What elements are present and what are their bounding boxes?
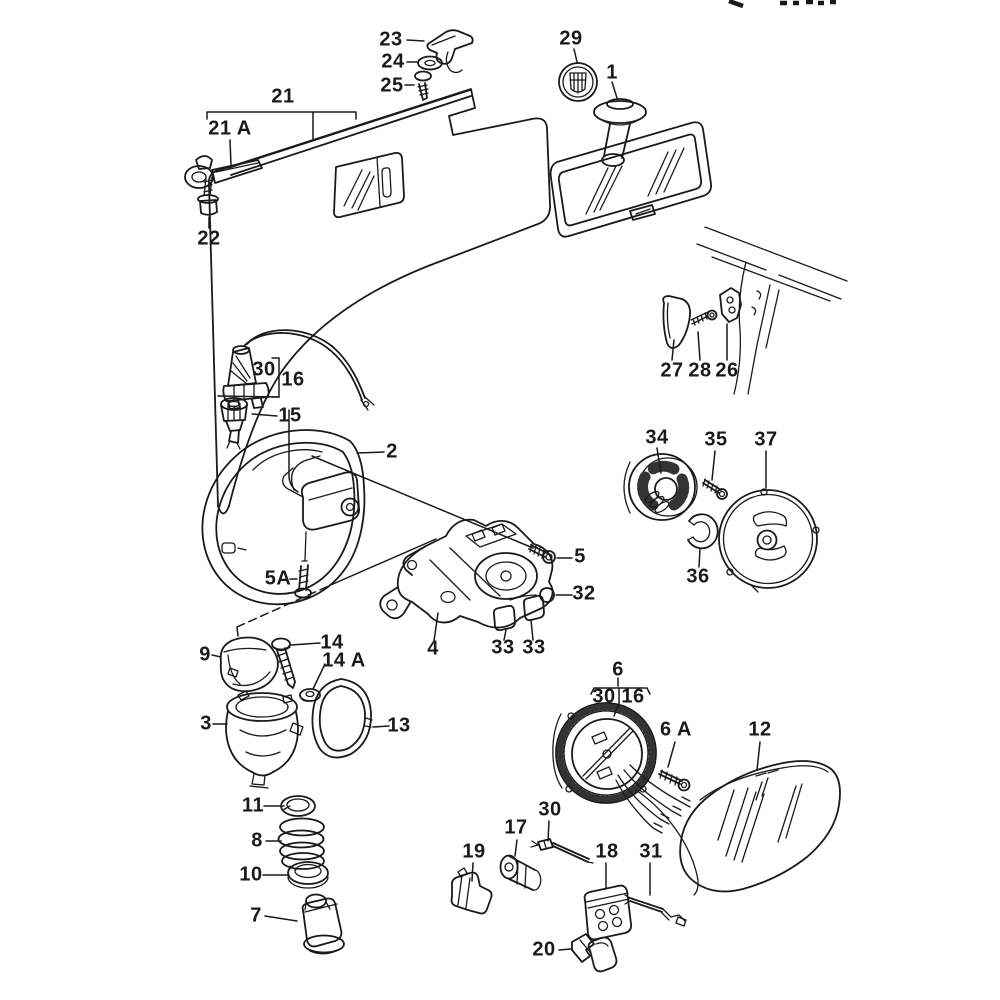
part-label-7-33: 7	[250, 904, 262, 927]
visor-screw-25	[405, 72, 431, 101]
part-label-37-23: 37	[754, 428, 778, 451]
part-label-5a-15: 5A	[264, 567, 292, 590]
emblem-29	[559, 49, 597, 101]
part-label-23-0: 23	[379, 28, 403, 51]
part-label-13-29: 13	[387, 714, 411, 737]
part-label-18-42: 18	[595, 840, 619, 863]
part-label-6a-37: 6 A	[660, 718, 692, 741]
mirror-glass-12	[680, 742, 840, 891]
part-label-10-32: 10	[239, 863, 263, 886]
interior-mirror-group	[551, 82, 712, 237]
part-label-9-25: 9	[199, 643, 211, 666]
part-label-21a-6: 21 A	[208, 117, 252, 140]
part-label-25-2: 25	[380, 74, 404, 97]
part-label-30-35: 30	[592, 685, 616, 708]
part-label-34-21: 34	[645, 426, 669, 449]
part-label-31-43: 31	[639, 840, 663, 863]
part-label-19-41: 19	[462, 840, 486, 863]
part-label-14-26: 14	[320, 631, 344, 654]
part-label-24-1: 24	[381, 50, 405, 73]
part-label-16-12: 16	[281, 368, 305, 391]
part-label-4-18: 4	[427, 637, 439, 660]
part-label-33-19: 33	[491, 636, 515, 659]
part-label-14a-27: 14 A	[322, 649, 366, 672]
pivot-stack-group	[263, 796, 344, 954]
cropped-text-fragment	[729, 1, 836, 6]
part-label-3-28: 3	[200, 712, 212, 735]
part-label-33-20: 33	[522, 636, 546, 659]
part-label-20-44: 20	[532, 938, 556, 961]
part-label-12-38: 12	[748, 718, 772, 741]
part-label-21-5: 21	[271, 85, 295, 108]
part-label-6-34: 6	[612, 658, 624, 681]
actuator-group	[624, 448, 819, 592]
part-label-29-3: 29	[559, 27, 583, 50]
part-label-8-31: 8	[251, 829, 263, 852]
part-label-22-7: 22	[197, 227, 221, 250]
part-label-16-36: 16	[621, 685, 645, 708]
motor-assembly-6	[553, 678, 698, 895]
pillar-trim-parts	[663, 288, 741, 360]
part-label-17-40: 17	[504, 816, 528, 839]
visor-washer-24	[407, 57, 442, 70]
mount-bracket-4	[380, 520, 572, 641]
part-label-36-24: 36	[686, 565, 710, 588]
part-label-11-30: 11	[241, 794, 265, 817]
part-label-30-11: 30	[252, 358, 276, 381]
part-label-15-13: 15	[278, 404, 302, 427]
part-label-27-8: 27	[660, 359, 684, 382]
part-label-5-16: 5	[574, 545, 586, 568]
part-label-26-10: 26	[715, 359, 739, 382]
part-label-1-4: 1	[606, 61, 618, 84]
part-label-32-17: 32	[572, 582, 596, 605]
part-label-35-22: 35	[704, 428, 728, 451]
part-label-30-39: 30	[538, 798, 562, 821]
sun-visor-group	[185, 89, 550, 514]
part-label-2-14: 2	[386, 440, 398, 463]
part-label-28-9: 28	[688, 359, 712, 382]
